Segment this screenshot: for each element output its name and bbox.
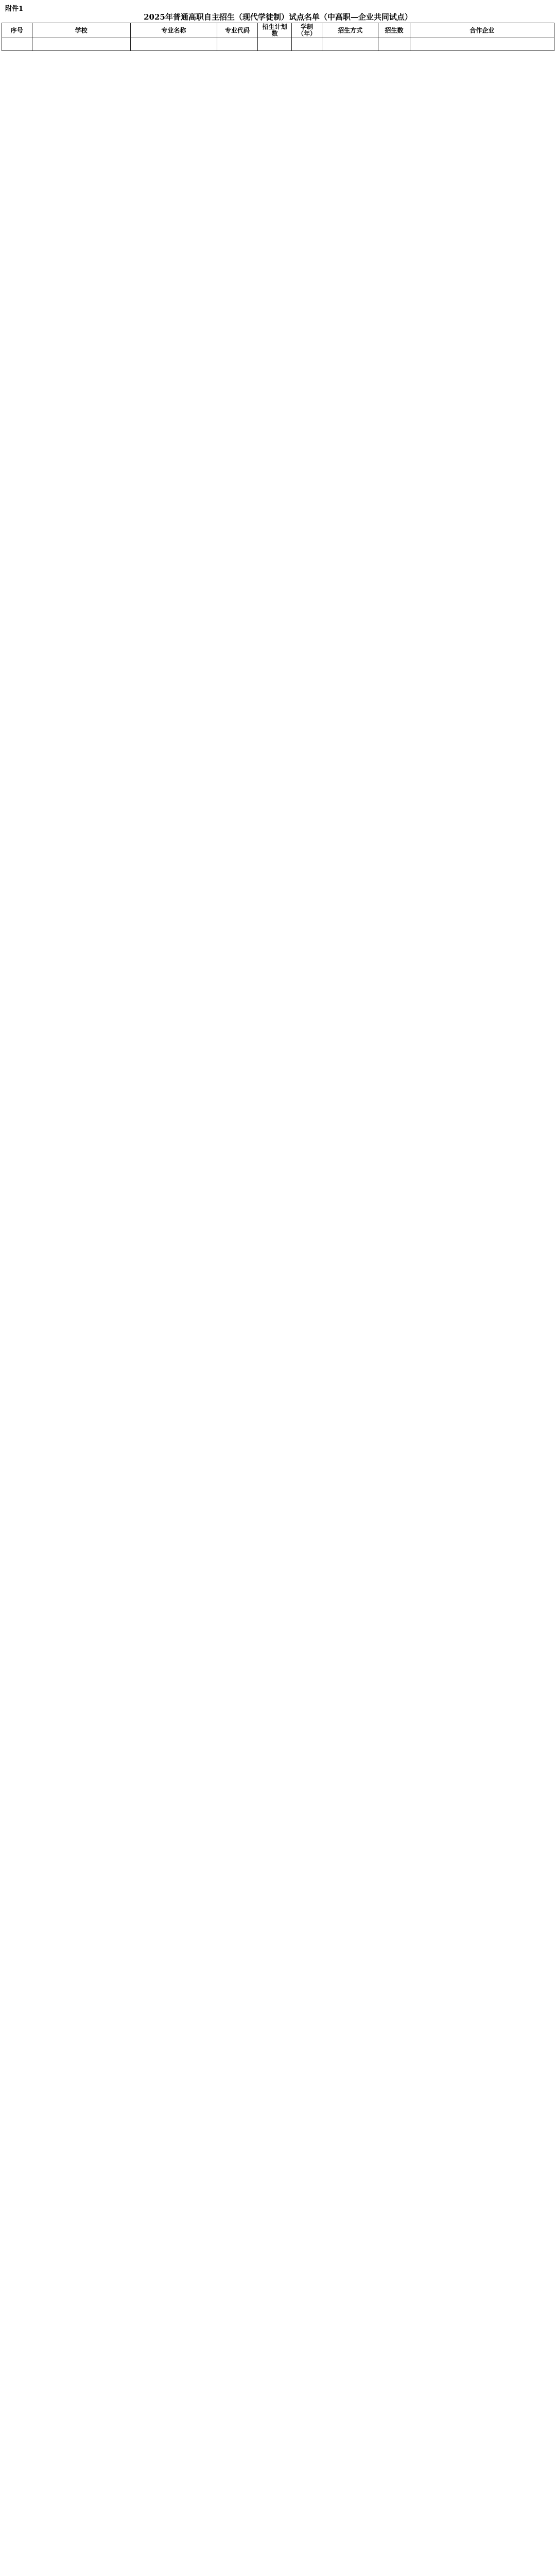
pilot-list-table xyxy=(2,23,554,51)
header-cell: 专业代码 xyxy=(217,23,257,38)
header-cell: 合作企业 xyxy=(410,23,554,38)
header-cell: 学制（年） xyxy=(292,23,322,38)
header-cell: 专业名称 xyxy=(130,23,217,38)
header-cell: 学校 xyxy=(32,23,130,38)
document-title: 2025年普通高职自主招生（现代学徒制）试点名单（中高职—企业共同试点） xyxy=(144,12,412,22)
table-body-area xyxy=(2,38,554,51)
header-cell: 招生数 xyxy=(378,23,410,38)
header-cell: 招生计划数 xyxy=(257,23,291,38)
header-cell: 招生方式 xyxy=(322,23,378,38)
table-header-row xyxy=(2,23,554,38)
header-cell: 序号 xyxy=(2,23,32,38)
attachment-label: 附件1 xyxy=(5,5,24,13)
